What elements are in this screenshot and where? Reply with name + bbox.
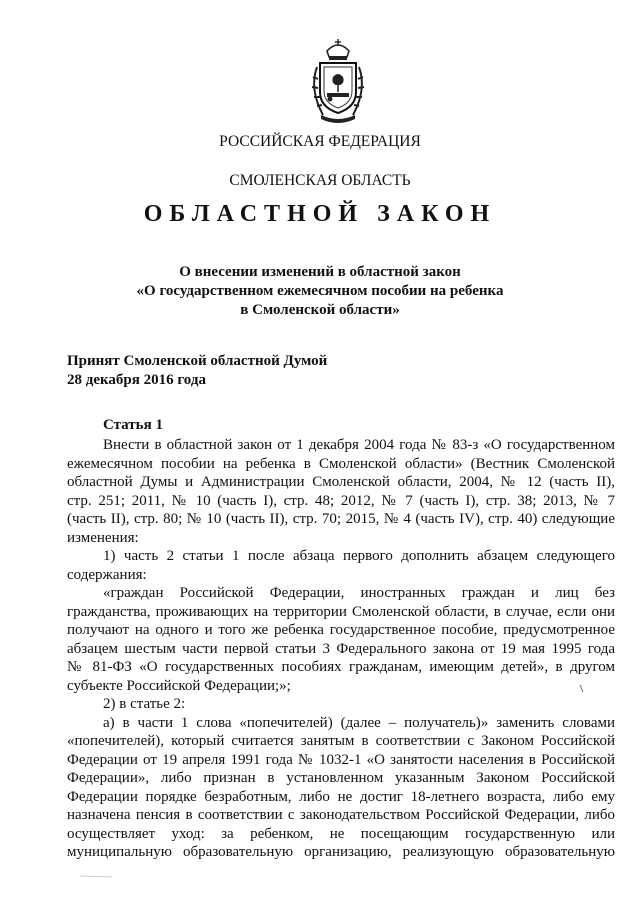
law-title [0, 263, 640, 320]
adoption-line: Принят Смоленской областной Думой [67, 353, 328, 369]
coat-of-arms-emblem [303, 37, 373, 125]
body-line: Федерации от 19 апреля 1991 года № 1032-1 «О занятости населения в Российской [67, 751, 615, 768]
body-line: «граждан Российской Федерации, иностранных граждан и лиц без [103, 585, 615, 601]
body-line: субъекте Российской Федерации;»; [67, 677, 291, 694]
scan-speck-icon [578, 684, 586, 694]
body-line: (часть II), стр. 80; № 10 (часть II), стр. 70; 2015, № 4 (часть IV), стр. 40) следующие [67, 511, 615, 527]
body-line: а) в части 1 слова «попечителей) (далее – получатель)» заменить словами [103, 714, 615, 731]
region-heading: СМОЛЕНСКАЯ ОБЛАСТЬ [229, 172, 411, 189]
body-line: изменения: [67, 529, 139, 546]
body-line: стр. 251; 2011, № 10 (часть I), стр. 48; 2012, № 7 (часть I), стр. 38; 2013, № 7 [67, 492, 615, 509]
body-line: ежемесячном пособии на ребенка в Смоленской области» (Вестник Смоленской [67, 455, 615, 472]
body-line: Внести в областной закон от 1 декабря 2004 года № 83-з «О государственном [103, 437, 615, 453]
law-title-line: О внесении изменений в областной закон [179, 264, 461, 280]
law-title-line: в Смоленской области» [240, 302, 400, 318]
adoption-date: 28 декабря 2016 года [67, 372, 206, 388]
body-line: абзацем шестым части первой статьи 3 Федерального закона от 19 мая 1995 года [67, 640, 615, 657]
adoption-note [67, 352, 327, 390]
body-line: назначена пенсия в соответствии с законодательством Российской Федерации, либо [67, 807, 615, 823]
body-line: областной Думы и Администрации Смоленской области, 2004, № 12 (часть II), [67, 474, 615, 490]
body-line: Федерации», либо признан в установленном указанным Законом Российской [67, 770, 615, 786]
document-type-heading: ОБЛАСТНОЙ ЗАКОН [143, 201, 497, 227]
body-line: Федерации порядке безработным, либо не достиг 18-летнего возраста, либо ему [67, 788, 615, 805]
body-line: гражданства, проживающих на территории Смоленской области, в случае, если они [67, 603, 615, 620]
country-heading: РОССИЙСКАЯ ФЕДЕРАЦИЯ [219, 133, 421, 150]
body-line: получают на одного и того же ребенка государственное пособие, предусмотренное [67, 622, 615, 638]
body-line: муниципальную образовательную организацию, реализующую образовательную [67, 844, 615, 860]
article-body [67, 436, 615, 862]
article-heading: Статья 1 [103, 417, 163, 433]
law-title-line: «О государственном ежемесячном пособии на ребенка [136, 283, 504, 299]
body-line: № 81-ФЗ «О государственных пособиях гражданам, имеющим детей», в другом [67, 659, 615, 675]
body-line: 2) в статье 2: [103, 696, 186, 712]
body-line: осуществляет уход: за ребенком, не посещающим государственную или [67, 825, 615, 842]
body-line: 1) часть 2 статьи 1 после абзаца первого дополнить абзацем следующего [103, 548, 615, 564]
body-line: «попечителей), который считается занятым в соответствии с Законом Российской [67, 733, 615, 749]
scan-speck-icon [78, 872, 118, 880]
body-line: содержания: [67, 566, 147, 583]
